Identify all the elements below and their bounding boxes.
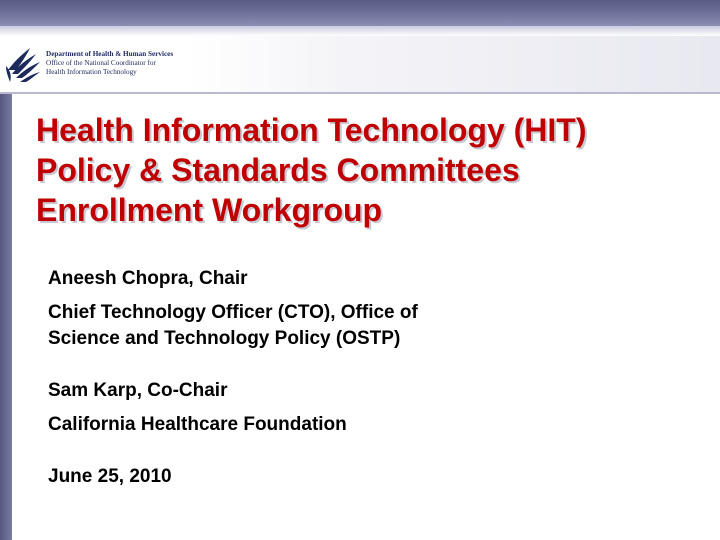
left-accent-bar (0, 92, 12, 540)
slide-body (48, 266, 648, 490)
header-band (186, 36, 720, 94)
cochair-org: California Healthcare Foundation (48, 414, 347, 435)
presentation-date: June 25, 2010 (48, 466, 172, 487)
agency-name (46, 50, 186, 77)
chair-name: Aneesh Chopra, Chair (48, 268, 248, 289)
hhs-logo (0, 36, 186, 94)
title-line-3: Enrollment Workgroup (36, 192, 383, 228)
hhs-eagle-icon (4, 40, 44, 86)
title-line-2: Policy & Standards Committees (36, 152, 520, 188)
cochair-name: Sam Karp, Co-Chair (48, 380, 228, 401)
agency-line-1: Department of Health & Human Services (46, 50, 174, 58)
top-accent-stripe (0, 26, 720, 36)
top-accent-bar (0, 0, 720, 26)
chair-role-line-1: Chief Technology Officer (CTO), Office of (48, 302, 418, 323)
slide-title (36, 110, 706, 230)
chair-role-line-2: Science and Technology Policy (OSTP) (48, 328, 401, 349)
agency-line-3: Health Information Technology (46, 68, 137, 76)
title-line-1: Health Information Technology (HIT) (36, 112, 587, 148)
agency-line-2: Office of the National Coordinator for (46, 59, 156, 67)
